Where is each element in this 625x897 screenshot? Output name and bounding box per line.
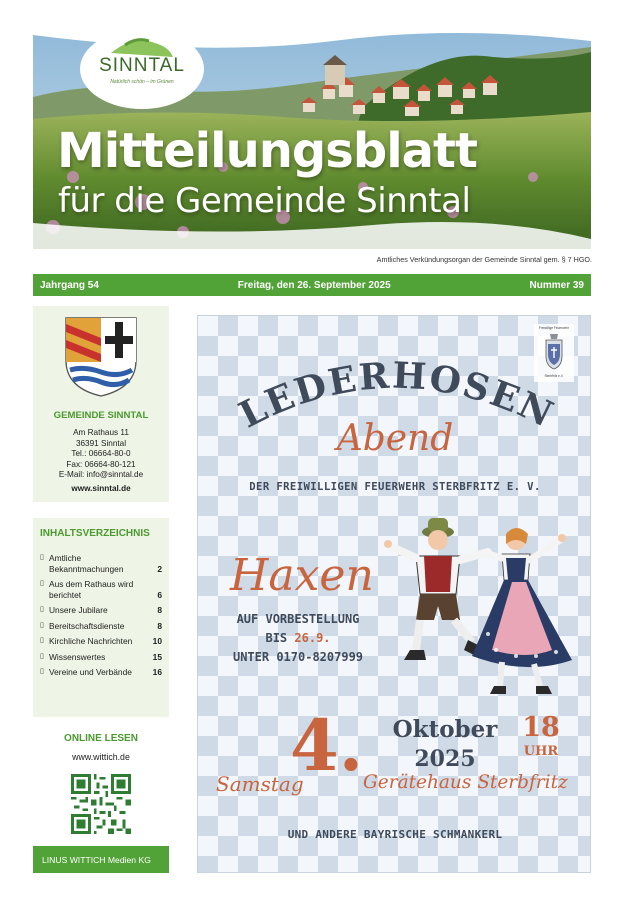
municipality-name: GEMEINDE SINNTAL: [53, 410, 149, 421]
contact-website-link[interactable]: www.sinntal.de: [71, 483, 131, 493]
contact-phone: Tel.: 06664-80-0: [71, 449, 131, 459]
toc-list: [40, 553, 162, 683]
qr-code-icon[interactable]: [71, 774, 131, 834]
toc-bullet-icon: ▯: [40, 606, 44, 613]
toc-bullet-icon: ▯: [40, 637, 44, 644]
contact-city: 36391 Sinntal: [75, 438, 127, 448]
toc-item[interactable]: [40, 605, 162, 616]
page-title: Mitteilungsblatt: [57, 123, 477, 179]
poster-hour-unit: UHR: [523, 744, 559, 759]
issue-number: Nummer 39: [529, 279, 584, 291]
logo-name: SINNTAL: [99, 55, 185, 76]
online-url-link[interactable]: www.wittich.de: [72, 752, 130, 762]
toc-item[interactable]: [40, 621, 162, 632]
official-note: Amtliches Verkündungsorgan der Gemeinde Sinntal gem. § 7 HGO.: [376, 255, 592, 264]
publisher-label: LINUS WITTICH Medien KG: [33, 846, 169, 873]
poster-preorder-info: [218, 610, 378, 667]
poster-weekday: Samstag: [216, 772, 304, 796]
preorder-line-2: [218, 629, 378, 648]
poster-hour: 18: [522, 712, 560, 743]
fire-brigade-emblem: [534, 324, 574, 382]
toc-item-page: 16: [152, 667, 162, 677]
preorder-line-3: UNTER 0170-8207999: [232, 650, 364, 664]
contact-street: Am Rathaus 11: [73, 428, 129, 437]
toc-item-label: Wissenswertes: [49, 651, 106, 662]
poster-title-abend: Abend: [336, 418, 454, 459]
toc-bullet-icon: ▯: [40, 652, 44, 660]
toc-item-label: Kirchliche Nachrichten: [49, 636, 133, 646]
contact-details: [33, 428, 169, 495]
toc-bullet-icon: ▯: [40, 580, 44, 587]
toc-bullet-icon: ▯: [40, 668, 44, 675]
online-heading: ONLINE LESEN: [64, 733, 138, 744]
contact-fax: Fax: 06664-80-121: [66, 459, 136, 469]
poster-day-number: 4.: [290, 704, 364, 787]
contact-box: [33, 306, 169, 502]
preorder-deadline: 26.9.: [294, 631, 331, 645]
toc-item-page: 2: [157, 563, 162, 574]
toc-item-page: 15: [152, 651, 162, 662]
fire-brigade-crest-icon: [544, 334, 564, 370]
toc-item-page: 6: [157, 589, 162, 600]
poster-month: Oktober: [392, 716, 498, 743]
toc-item-page: 8: [157, 605, 162, 615]
toc-item[interactable]: [40, 636, 162, 647]
preorder-line-1: AUF VORBESTELLUNG: [236, 612, 360, 626]
toc-item-label: Vereine und Verbände: [49, 667, 132, 677]
toc-item-label: Bereitschaftsdienste: [49, 620, 125, 631]
table-of-contents: [33, 518, 169, 717]
preorder-until: BIS: [265, 631, 295, 645]
logo-tagline: Natürlich schön – im Grünen: [110, 79, 174, 85]
poster-organizer: DER FREIWILLIGEN FEUERWEHR STERBFRITZ E. V.: [249, 481, 541, 493]
poster-venue: Gerätehaus Sterbfritz: [363, 772, 568, 793]
toc-item[interactable]: [40, 579, 162, 600]
toc-item[interactable]: [40, 553, 162, 574]
header-banner: [33, 27, 591, 249]
toc-item-label: Aus dem Rathaus wird berichtet: [49, 579, 134, 600]
toc-item[interactable]: [40, 652, 162, 663]
sinntal-logo: [83, 31, 201, 109]
issue-date: Freitag, den 26. September 2025: [237, 279, 391, 291]
toc-bullet-icon: ▯: [40, 554, 44, 561]
poster-year: 2025: [414, 746, 476, 772]
emblem-bottom-text: Sterbfritz e.V.: [544, 374, 564, 378]
issue-info-bar: [33, 274, 591, 296]
toc-bullet-icon: ▯: [40, 621, 44, 629]
toc-item[interactable]: [40, 667, 162, 678]
poster-haxen: Haxen: [230, 550, 374, 601]
toc-heading: INHALTSVERZEICHNIS: [40, 528, 150, 539]
poster-title-lederhosen: LEDERHOSEN: [232, 354, 561, 437]
toc-item-label: Amtliche Bekanntmachungen: [49, 553, 124, 574]
coat-of-arms-icon: [64, 316, 138, 398]
toc-item-page: 10: [152, 636, 162, 646]
dancing-couple-illustration: [376, 510, 576, 700]
emblem-top-text: Freiwillige Feuerwehr: [538, 326, 570, 330]
page-subtitle: für die Gemeinde Sinntal: [58, 181, 471, 221]
toc-item-page: 8: [157, 620, 162, 631]
contact-email[interactable]: E-Mail: info@sinntal.de: [58, 470, 144, 480]
poster-footer: UND ANDERE BAYRISCHE SCHMANKERL: [287, 828, 503, 841]
volume-label: Jahrgang 54: [40, 279, 99, 291]
event-poster: [197, 315, 591, 873]
toc-item-label: Unsere Jubilare: [49, 605, 108, 615]
